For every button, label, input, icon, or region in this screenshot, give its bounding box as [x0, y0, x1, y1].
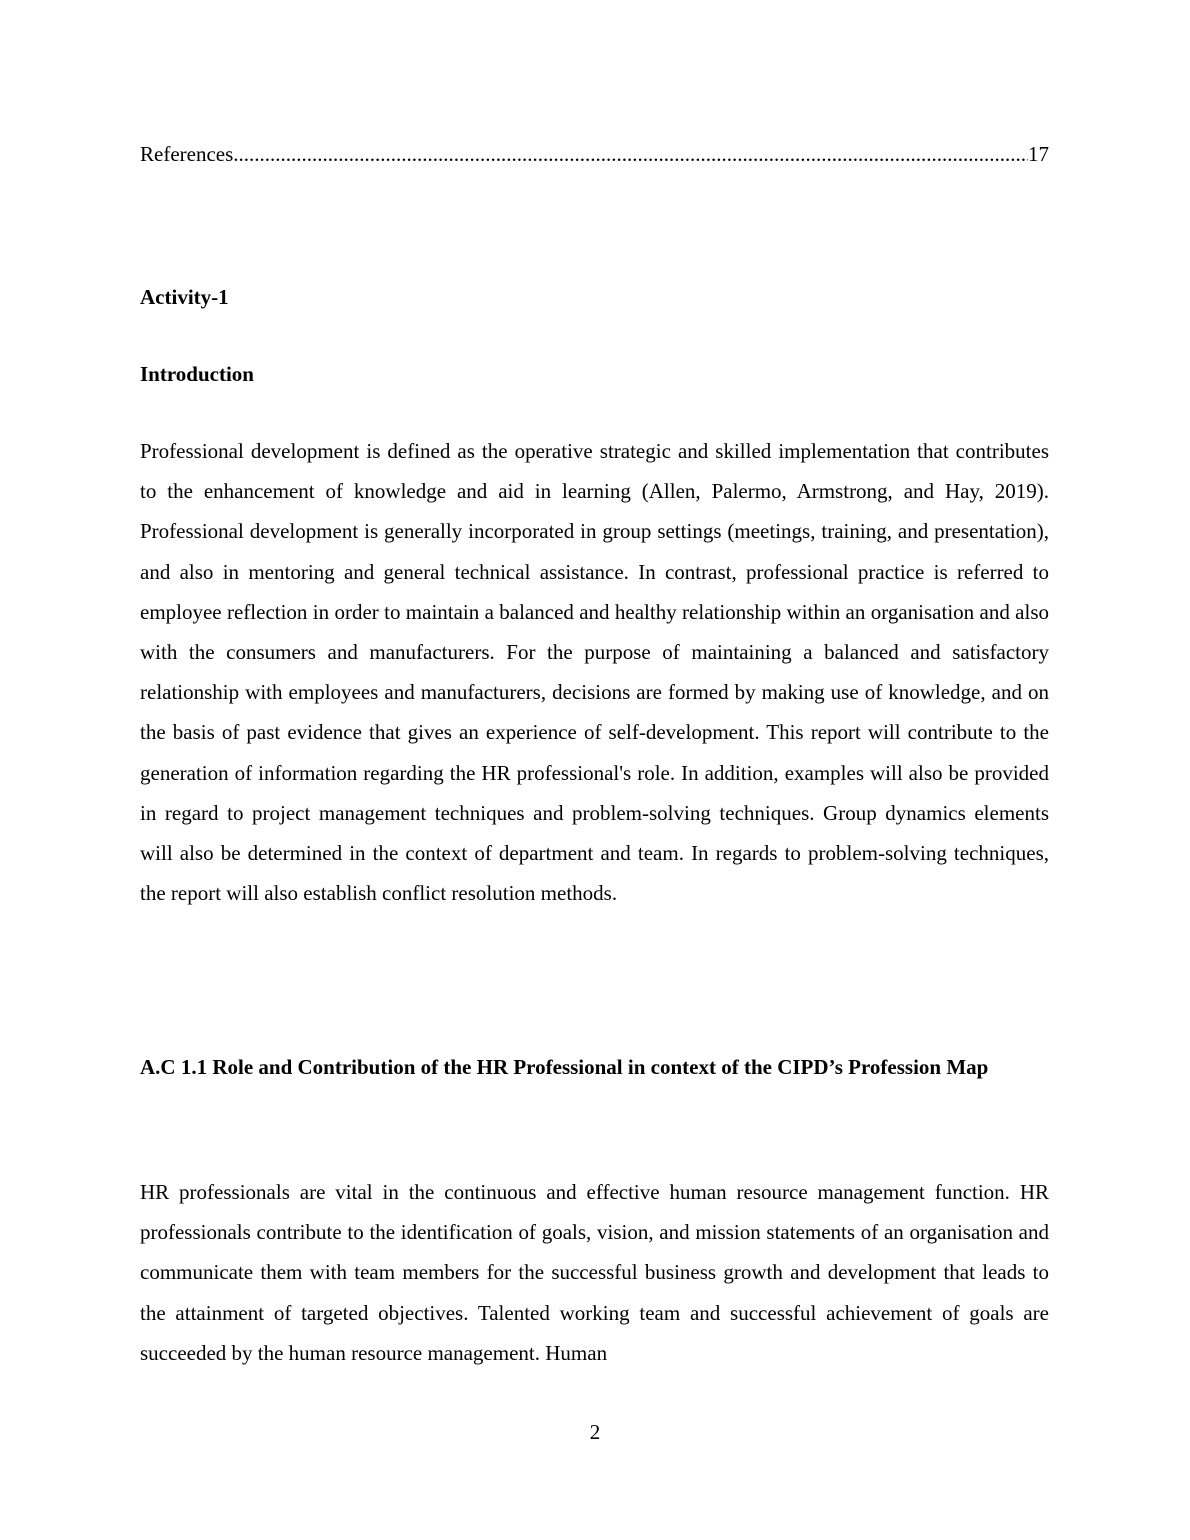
toc-entry-references[interactable] [140, 140, 1049, 168]
section-heading-ac-1-1: A.C 1.1 Role and Contribution of the HR Professional in context of the CIPD’s Profession Map [140, 1055, 989, 1079]
toc-entry-page-number: 17 [1028, 142, 1049, 166]
introduction-paragraph: Professional development is defined as the operative strategic and skilled implementation that contributes to the enhancement of knowledge and aid in learning (Allen, Palermo, Armstrong, and Hay, 2019). Professional development is generally incorporated in group settings (meetings, training, and presentation), and also in mentoring and general technical assistance. In contrast, professional practice is referred to employee reflection in order to maintain a balanced and healthy relationship within an organisation and also with the consumers and manufacturers. For the purpose of maintaining a balanced and satisfactory relationship with employees and manufacturers, decisions are formed by making use of knowledge, and on the basis of past evidence that gives an experience of self-development. This report will contribute to the generation of information regarding the HR professional's role. In addition, examples will also be provided in regard to project management techniques and problem-solving techniques. Group dynamics elements will also be determined in the context of department and team. In regards to problem-solving techniques, the report will also establish conflict resolution methods. [140, 439, 1049, 906]
section-paragraph: HR professionals are vital in the continuous and effective human resource management function. HR professionals contribute to the identification of goals, vision, and mission statements of an organisation and communicate them with team members for the successful business growth and development that leads to the attainment of targeted objectives. Talented working team and successful achievement of goals are succeeded by the human resource management. Human [140, 1180, 1049, 1365]
toc-entry-label: References [140, 142, 234, 166]
activity-heading: Activity-1 [140, 285, 229, 309]
page-number: 2 [589, 1420, 601, 1444]
toc-dot-leader [233, 140, 1028, 168]
introduction-heading: Introduction [140, 362, 254, 386]
